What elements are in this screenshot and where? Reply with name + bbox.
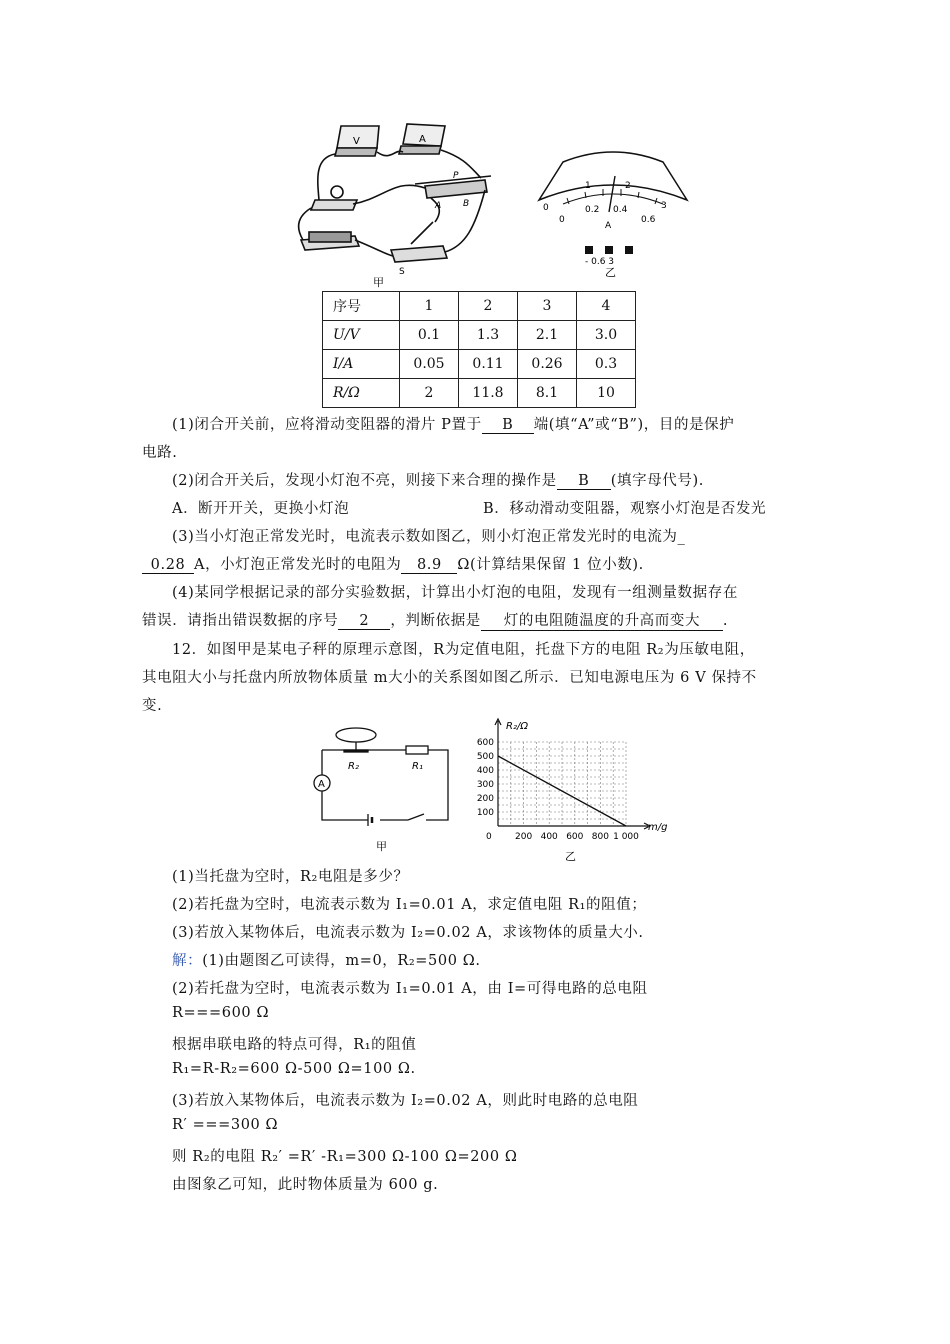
q3-line1: (3)当小灯泡正常发光时，电流表示数如图乙，则小灯泡正常发光时的电流为_ <box>172 529 686 545</box>
x-tick-label: 800 <box>591 832 609 842</box>
x-tick-label: 1 000 <box>613 832 639 842</box>
p12-line1: 12．如图甲是某电子秤的原理示意图，R为定值电阻，托盘下方的电阻 R₂为压敏电阻， <box>172 642 755 658</box>
q1-answer: B <box>482 417 534 434</box>
r1-label: R₁ <box>412 761 423 772</box>
dial-outer-3: 3 <box>661 201 667 211</box>
circuit-caption: 甲 <box>376 840 387 853</box>
ammeter-label: A <box>318 779 325 790</box>
table-row: I/A 0.05 0.11 0.26 0.3 <box>323 350 636 379</box>
q3-line2: 0.28 A，小灯泡正常发光时的电阻为 8.9 Ω(计算结果保留 1 位小数). <box>142 553 644 574</box>
circuit-figure <box>308 725 458 855</box>
solution-line4: 根据串联电路的特点可得，R₁的阻值 <box>172 1037 417 1053</box>
chart-caption: 乙 <box>565 850 576 863</box>
sub-q1: (1)当托盘为空时，R₂电阻是多少？ <box>172 869 409 885</box>
solution-line3: R===600 Ω <box>172 1005 270 1021</box>
switch-label: S <box>399 267 405 277</box>
q3-answer-current: 0.28 <box>142 557 194 574</box>
solution-line6: (3)若放入某物体后，电流表示数为 I₂=0.02 A，则此时电路的总电阻 <box>172 1093 639 1109</box>
sub-q3: (3)若放入某物体后，电流表示数为 I₂=0.02 A，求该物体的质量大小. <box>172 925 644 941</box>
dial-inner-1: 0.2 <box>585 205 600 215</box>
dial-unit: A <box>605 221 612 231</box>
y-tick-label: 500 <box>476 752 494 762</box>
p-label: P <box>453 171 459 181</box>
rheostat-a-label: A <box>435 201 442 211</box>
table-row: U/V 0.1 1.3 2.1 3.0 <box>323 321 636 350</box>
apparatus-figure <box>295 118 525 290</box>
rheostat-b-label: B <box>463 199 470 209</box>
y-tick-label: 300 <box>476 780 494 790</box>
caption-jia: 甲 <box>373 276 384 289</box>
option-b: B．移动滑动变阻器，观察小灯泡是否发光 <box>483 501 767 517</box>
dial-inner-2: 0.4 <box>613 205 628 215</box>
dial-inner-3: 0.6 <box>641 215 656 225</box>
solution-line2: (2)若托盘为空时，电流表示数为 I₁=0.01 A，由 I=可得电路的总电阻 <box>172 981 648 997</box>
q2-line: (2)闭合开关后，发现小灯泡不亮，则接下来合理的操作是 B (填字母代号). <box>172 473 704 489</box>
option-a: A．断开开关，更换小灯泡 <box>172 501 350 517</box>
v-label: V <box>353 136 360 147</box>
x-tick-label: 600 <box>566 832 584 842</box>
r2-label: R₂ <box>348 761 359 772</box>
q1-cont: 电路. <box>142 445 178 461</box>
solution-line1: 解：(1)由题图乙可读得，m=0，R₂=500 Ω. <box>172 953 481 969</box>
q4-line2: 错误．请指出错误数据的序号 2 ，判断依据是 灯的电阻随温度的升高而变大 . <box>142 609 728 631</box>
table-row: R/Ω 2 11.8 8.1 10 <box>323 379 636 408</box>
data-table <box>322 291 636 408</box>
x-tick-label: 400 <box>540 832 558 842</box>
table-row: 序号 1 2 3 4 <box>323 292 636 321</box>
q3-answer-resistance: 8.9 <box>401 557 457 574</box>
ammeter-dial-figure <box>533 150 693 280</box>
x-axis-label: m/g <box>648 822 668 833</box>
sub-q2: (2)若托盘为空时，电流表示数为 I₁=0.01 A，求定值电阻 R₁的阻值； <box>172 897 647 913</box>
y-tick-label: 200 <box>476 794 494 804</box>
dial-outer-2: 2 <box>625 181 631 191</box>
q4-answer-index: 2 <box>338 613 390 630</box>
y-axis-label: R₂/Ω <box>506 721 528 732</box>
solution-label: 解： <box>172 953 203 969</box>
p12-line3: 变. <box>142 698 163 714</box>
dial-inner-0: 0 <box>559 215 565 225</box>
q2-answer: B <box>557 473 611 490</box>
q1-line: (1)闭合开关前，应将滑动变阻器的滑片 P置于 B 端(填“A”或“B”)，目的是保护 <box>172 417 735 433</box>
dial-terminals: - 0.6 3 <box>585 257 615 267</box>
dial-outer-1: 1 <box>585 181 591 191</box>
origin-label: 0 <box>486 832 492 842</box>
y-tick-label: 100 <box>476 808 494 818</box>
solution-line5: R₁=R-R₂=600 Ω-500 Ω=100 Ω. <box>172 1061 416 1077</box>
solution-line8: 则 R₂的电阻 R₂′ =R′ -R₁=300 Ω-100 Ω=200 Ω <box>172 1149 518 1165</box>
y-tick-label: 400 <box>476 766 494 776</box>
q4-line1: (4)某同学根据记录的部分实验数据，计算出小灯泡的电阻，发现有一组测量数据存在 <box>172 585 738 601</box>
caption-yi: 乙 <box>605 266 616 279</box>
resistance-mass-chart <box>470 715 680 865</box>
q4-answer-reason: 灯的电阻随温度的升高而变大 <box>481 609 723 631</box>
a-label: A <box>419 134 426 145</box>
x-tick-label: 200 <box>515 832 533 842</box>
solution-line9: 由图象乙可知，此时物体质量为 600 g. <box>172 1177 439 1193</box>
y-tick-label: 600 <box>476 738 494 748</box>
dial-outer-0: 0 <box>543 203 549 213</box>
p12-line2: 其电阻大小与托盘内所放物体质量 m大小的关系图如图乙所示．已知电源电压为 6 V 保持不 <box>142 670 757 686</box>
solution-line7: R′ ===300 Ω <box>172 1117 279 1133</box>
